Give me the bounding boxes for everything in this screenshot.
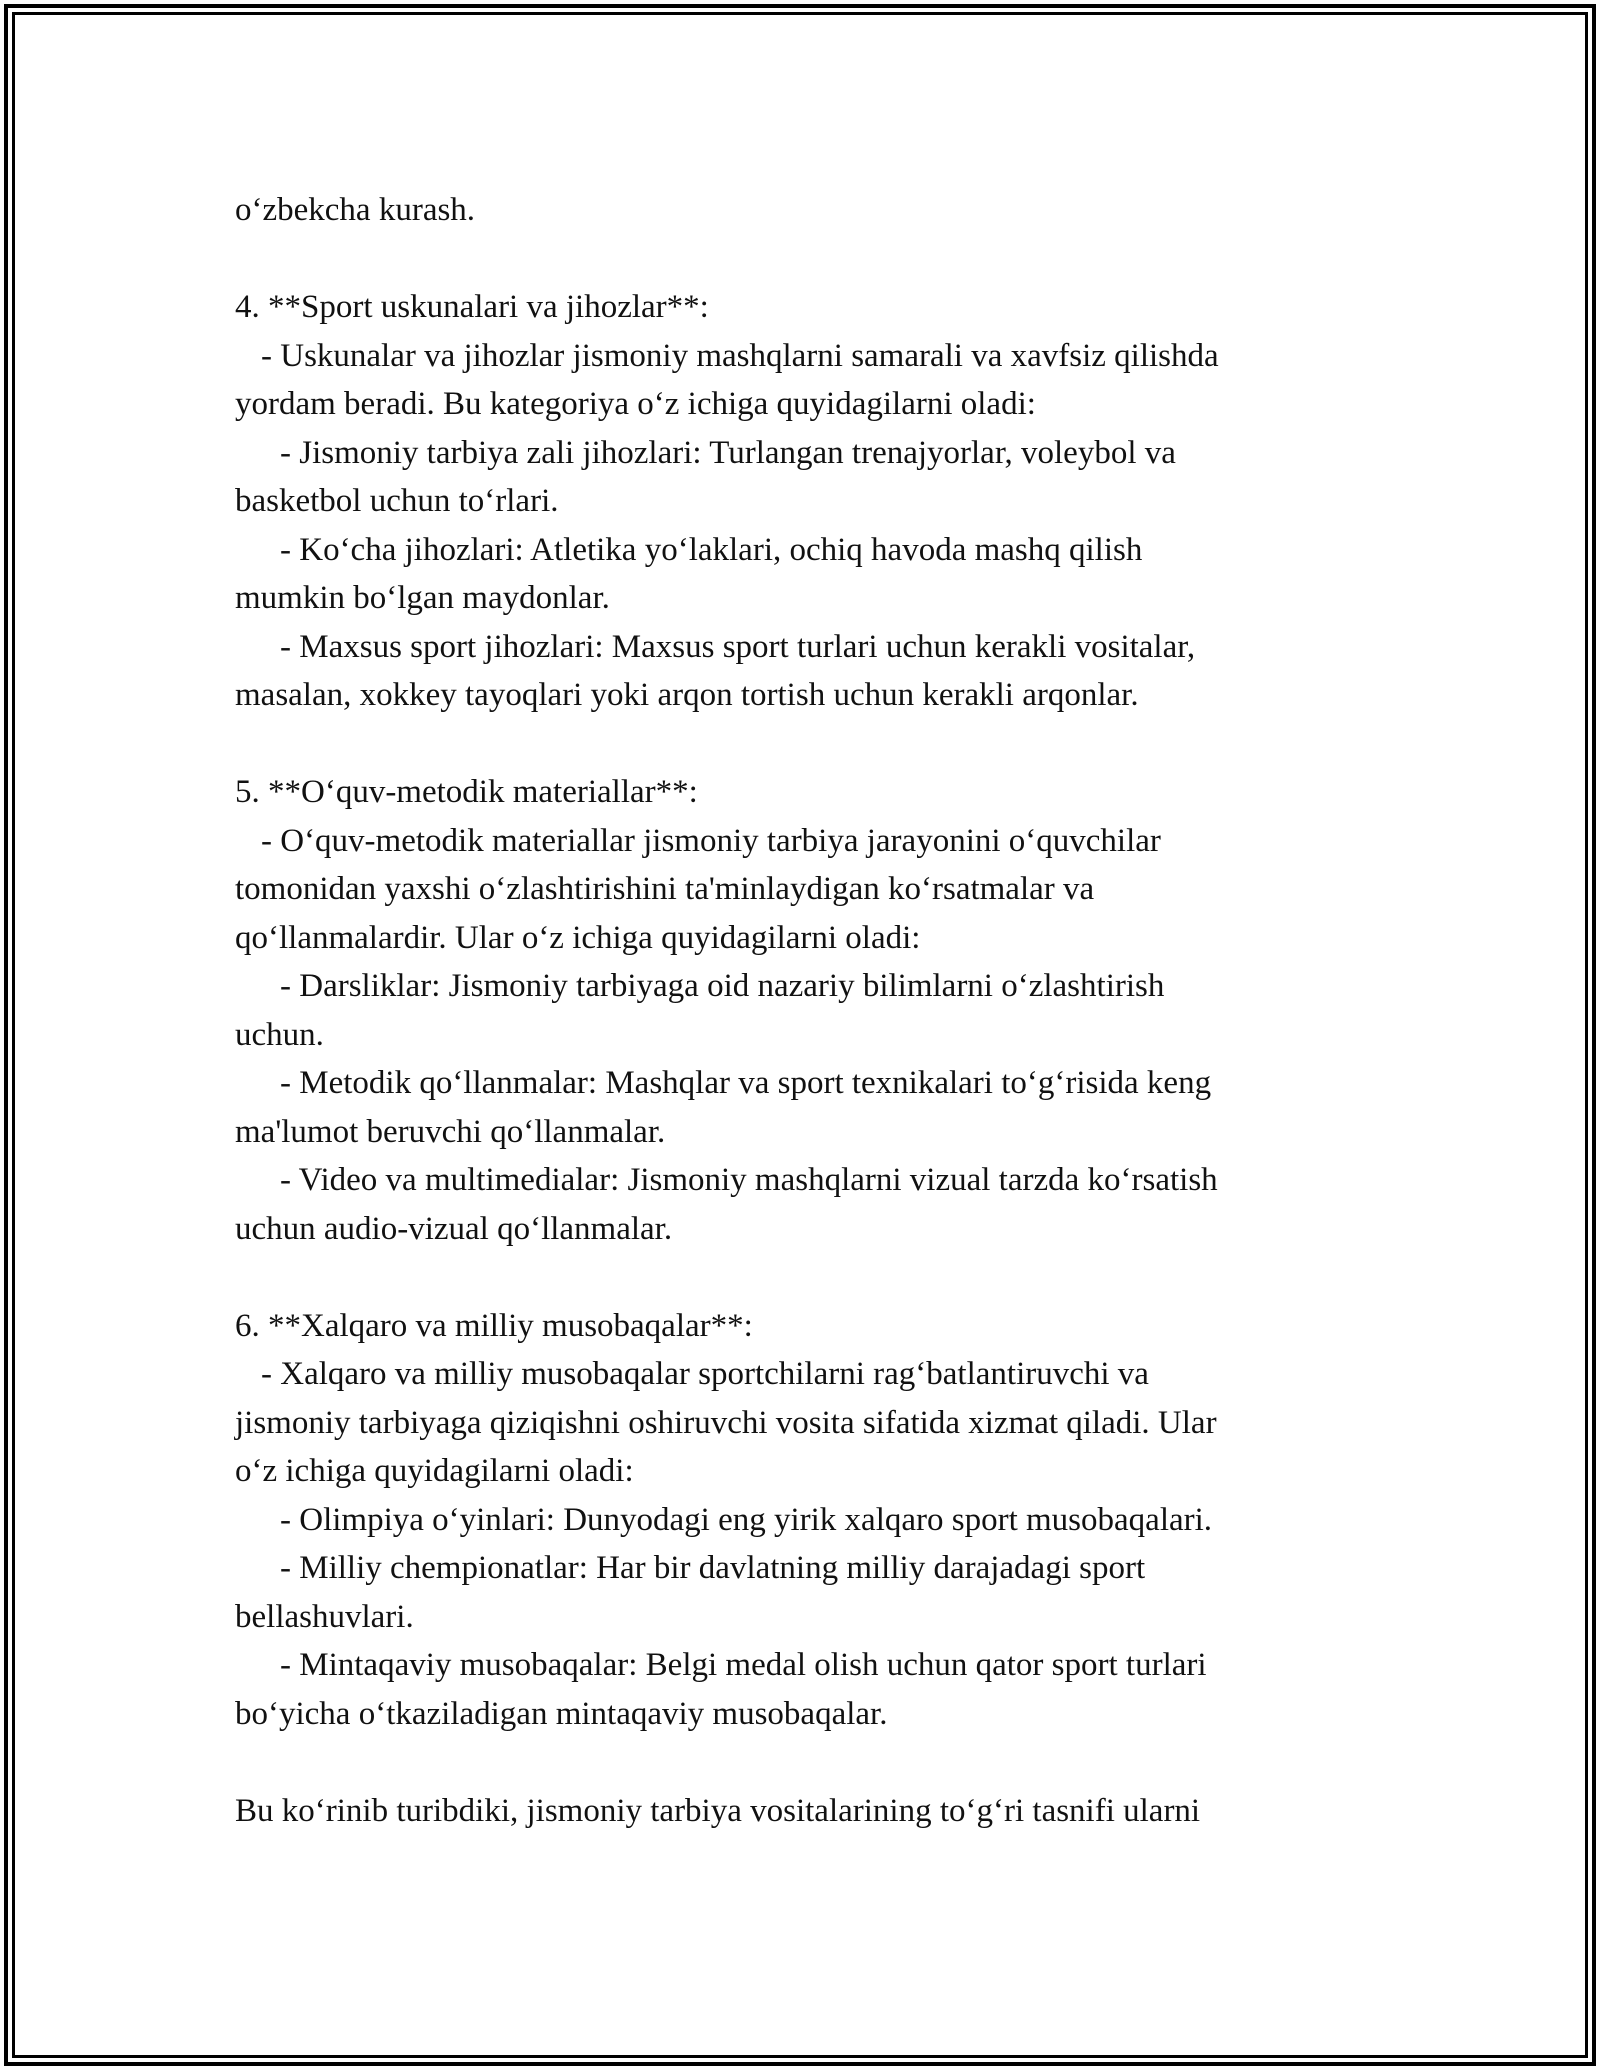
text-line: o‘z ichiga quyidagilarni oladi: (235, 1453, 634, 1489)
text-line: uchun. (235, 1016, 324, 1053)
blank-line (235, 1738, 1435, 1787)
list-item: - Darsliklar: Jismoniy tarbiyaga oid nazariy bilimlarni o‘zlashtirish (280, 968, 1165, 1004)
text-line: bo‘yicha o‘tkaziladigan mintaqaviy musobaqalar. (235, 1695, 888, 1732)
list-item: - Metodik qo‘llanmalar: Mashqlar va sport texnikalari to‘g‘risida keng (280, 1065, 1212, 1101)
list-item: - Jismoniy tarbiya zali jihozlari: Turlangan trenajyorlar, voleybol va (280, 434, 1176, 471)
text-line: mumkin bo‘lgan maydonlar. (235, 580, 610, 616)
text-line: yordam beradi. Bu kategoriya o‘z ichiga quyidagilarni oladi: (235, 386, 1036, 422)
blank-line (235, 1253, 1435, 1302)
document-body (235, 186, 1435, 1835)
text-line: tomonidan yaxshi o‘zlashtirishini ta'minlaydigan ko‘rsatmalar va (235, 871, 1095, 907)
list-item: - Ko‘cha jihozlari: Atletika yo‘laklari, ochiq havoda mashq qilish (280, 531, 1143, 568)
text-line: uchun audio-vizual qo‘llanmalar. (235, 1210, 673, 1247)
list-item: - Milliy chempionatlar: Har bir davlatning milliy darajadagi sport (280, 1550, 1146, 1586)
list-item: - Video va multimedialar: Jismoniy mashqlarni vizual tarzda ko‘rsatish (280, 1162, 1218, 1198)
section-heading: 4. **Sport uskunalari va jihozlar**: (235, 289, 709, 325)
list-item: - Maxsus sport jihozlari: Maxsus sport turlari uchun kerakli vositalar, (280, 628, 1196, 665)
text-line: Bu ko‘rinib turibdiki, jismoniy tarbiya vositalarining to‘g‘ri tasnifi ularni (235, 1792, 1201, 1829)
text-line: - Xalqaro va milliy musobaqalar sportchilarni rag‘batlantiruvchi va (261, 1356, 1149, 1392)
list-item: - Olimpiya o‘yinlari: Dunyodagi eng yirik xalqaro sport musobaqalari. (280, 1501, 1213, 1538)
blank-line (235, 235, 1435, 284)
text-line: qo‘llanmalardir. Ular o‘z ichiga quyidagilarni oladi: (235, 919, 921, 956)
text-line: basketbol uchun to‘rlari. (235, 483, 559, 519)
section-heading: 5. **O‘quv-metodik materiallar**: (235, 774, 698, 810)
text-line: bellashuvlari. (235, 1598, 414, 1635)
text-line: jismoniy tarbiyaga qiziqishni oshiruvchi vosita sifatida xizmat qiladi. Ular (235, 1404, 1217, 1441)
section-heading: 6. **Xalqaro va milliy musobaqalar**: (235, 1307, 753, 1344)
text-line: - O‘quv-metodik materiallar jismoniy tarbiya jarayonini o‘quvchilar (261, 822, 1161, 859)
text-line: - Uskunalar va jihozlar jismoniy mashqlarni samarali va xavfsiz qilishda (261, 337, 1219, 374)
text-line: masalan, xokkey tayoqlari yoki arqon tortish uchun kerakli arqonlar. (235, 677, 1139, 713)
text-line: o‘zbekcha kurash. (235, 192, 476, 228)
list-item: - Mintaqaviy musobaqalar: Belgi medal olish uchun qator sport turlari (280, 1647, 1207, 1683)
text-line: ma'lumot beruvchi qo‘llanmalar. (235, 1113, 666, 1150)
blank-line (235, 720, 1435, 769)
